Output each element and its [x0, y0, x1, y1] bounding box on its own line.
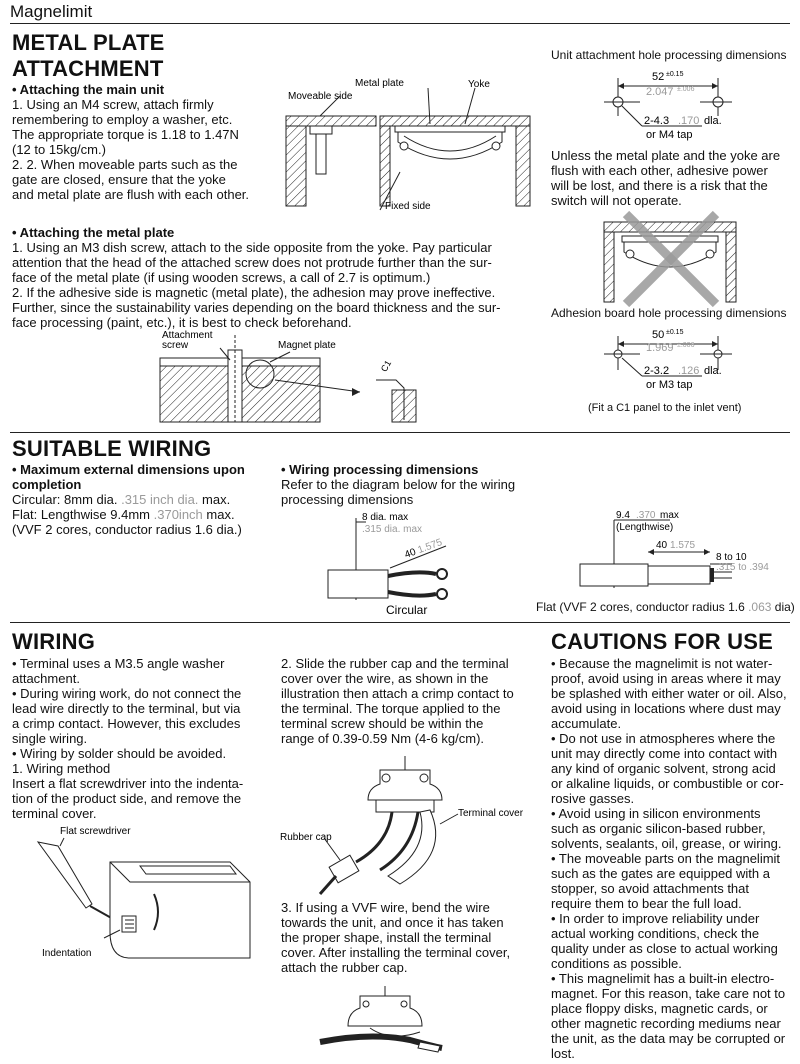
unit-hole-title: Unit attachment hole processing dimensions	[551, 48, 787, 62]
text-line: Unless the metal plate and the yoke are	[551, 148, 781, 163]
flat-caption: Flat (VVF 2 cores, conductor radius 1.6 .063 dia)	[536, 600, 795, 614]
text-line: lead wire directly to the terminal, but via	[12, 701, 241, 716]
text-line: • In order to improve reliability under	[551, 911, 760, 926]
metal-plate-text	[12, 240, 532, 330]
text-line: • Avoid using in silicon environments	[551, 806, 761, 821]
text-line: switch will not operate.	[551, 193, 682, 208]
unit-hole-diagram	[600, 68, 740, 140]
header-rule	[10, 23, 790, 24]
text-line: face processing (paint, etc.), it is best to check beforehand.	[12, 315, 352, 330]
flat-strip-inch-label: .315 to .394	[716, 562, 769, 573]
text-line: attachment.	[12, 671, 80, 686]
section-title-wiring: WIRING	[12, 629, 96, 654]
label-metal-plate: Metal plate	[355, 78, 404, 89]
text-line: lost.	[551, 1046, 575, 1061]
text-line: attach the rubber cap.	[281, 960, 408, 975]
unit-hole-dim: 52	[652, 71, 665, 83]
text-line: the proper shape, install the terminal	[281, 930, 492, 945]
adhesion-hole-title: Adhesion board hole processing dimensions	[551, 306, 787, 320]
cautions-text	[551, 656, 799, 1061]
flat-max-word: max	[660, 510, 679, 521]
text-line: cover. After installing the terminal cover,	[281, 945, 511, 960]
text-line: Insert a flat screwdriver into the indenta-	[12, 776, 244, 791]
adhesion-hole-diagram	[600, 326, 740, 398]
text-line: the terminal. The torque applied to the	[281, 701, 501, 716]
text-line: stopper, so avoid attachments that	[551, 881, 750, 896]
vvf-wire-diagram	[310, 986, 460, 1058]
circular-wire-diagram	[318, 508, 468, 618]
text-line: unit may directly come into contact with	[551, 746, 778, 761]
text-line: terminal cover.	[12, 806, 97, 821]
section-title-cautions: CAUTIONS FOR USE	[551, 629, 773, 654]
text-line: actual working conditions, check the	[551, 926, 760, 941]
flat-max-inch-label: .370	[636, 510, 656, 521]
circ-len-inch-label: 1.575	[416, 537, 444, 557]
text-line: attention that the head of the attached screw does not protrude further than the sur-	[12, 255, 492, 270]
circ-dia-label: 8 dia. max	[362, 512, 409, 523]
unit-hole-tap: or M4 tap	[646, 129, 693, 141]
section-title-suitable-wiring: SUITABLE WIRING	[12, 436, 212, 461]
label-attachment: Attachment	[162, 330, 213, 341]
text-line: 1. Wiring method	[12, 761, 111, 776]
text-line: cover over the wire, as shown in the	[281, 671, 489, 686]
text-line: be splashed with either water or oil. Also,	[551, 686, 787, 701]
label-magnet-plate: Magnet plate	[278, 340, 336, 351]
main-unit-text	[12, 97, 272, 202]
unit-hole-dim-inch: 2.047	[646, 86, 674, 98]
text-line: magnet. For this reason, take care not to	[551, 986, 786, 1001]
text-line: illustration then attach a crimp contact to	[281, 686, 514, 701]
unit-hole-size-inch: .170	[678, 115, 700, 127]
text-line: • Wiring by solder should be avoided.	[12, 746, 227, 761]
label-rubber-cap: Rubber cap	[280, 832, 332, 843]
metal-plate-heading: • Attaching the metal plate	[12, 225, 175, 240]
text-line: terminal screw should be within the	[281, 716, 484, 731]
text-line: the unit, as the data may be corrupted or	[551, 1031, 786, 1046]
unit-hole-tol: ±0.15	[666, 71, 684, 78]
circ-dia-inch-label: .315 dia. max	[362, 524, 423, 535]
terminal-cover-diagram	[280, 754, 540, 902]
magnet-plate-screw-diagram	[160, 330, 420, 425]
adhesion-hole-dim: 50	[652, 329, 665, 341]
text-line: 1. Using an M3 dish screw, attach to the side opposite from the yoke. Pay particular	[12, 240, 492, 255]
adhesion-hole-dim-inch: 1.969	[646, 342, 674, 354]
text-line: remembering to employ a washer, etc.	[12, 112, 233, 127]
max-dimensions-block: • Maximum external dimensions upon completion Circular: 8mm dia. .315 inch dia. max. Flat: Lengthwise 9.4mm .370inch max. (VVF 2 cores, conductor radius 1.6 dia.)	[12, 462, 245, 537]
text-line: • Because the magnelimit is not water-	[551, 656, 773, 671]
text-line: avoid using in locations where dust may	[551, 701, 781, 716]
text-line: such as organic silicon-based rubber,	[551, 821, 766, 836]
text-line: face of the metal plate (if using wooden screws, a call of 2.7 is optimum.)	[12, 270, 431, 285]
label-terminal-cover: Terminal cover	[458, 808, 524, 819]
text-line: tion of the product side, and remove the	[12, 791, 242, 806]
c1-panel-note: (Fit a C1 panel to the inlet vent)	[588, 402, 742, 414]
circ-len-label: 40	[403, 546, 418, 561]
text-line: will be lost, and there is a risk that the	[551, 178, 768, 193]
flat-max-label: 9.4	[616, 510, 630, 521]
text-line: • This magnelimit has a built-in electro-	[551, 971, 775, 986]
text-line: 3. If using a VVF wire, bend the wire	[281, 900, 490, 915]
wiring-processing-block: • Wiring processing dimensions Refer to the diagram below for the wiring processing dimensions	[281, 462, 516, 507]
flat-strip-label: 8 to 10	[716, 552, 747, 563]
circ-caption: Circular	[386, 603, 428, 617]
flat-lengthwise-label: (Lengthwise)	[616, 522, 674, 533]
wiring-col2-text-a	[281, 656, 541, 746]
label-fixed-side: Fixed side	[385, 201, 431, 212]
text-line: • During wiring work, do not connect the	[12, 686, 242, 701]
section-rule-2	[10, 622, 790, 623]
text-line: such as the gates are equipped with a	[551, 866, 770, 881]
metal-plate-block	[12, 225, 532, 330]
main-unit-block	[12, 82, 272, 202]
section-rule-1	[10, 432, 790, 433]
text-line: 2. 2. When moveable parts such as the	[12, 157, 238, 172]
text-line: rosive gasses.	[551, 791, 635, 806]
unit-hole-size: 2-4.3	[644, 115, 670, 127]
text-line: quality under as close to actual working	[551, 941, 778, 956]
text-line: Further, since the sustainability varies depending on the board thickness and the sur-	[12, 300, 501, 315]
adhesion-hole-tol: ±0.15	[666, 329, 684, 336]
text-line: a crimp contact. However, this excludes	[12, 716, 241, 731]
label-yoke: Yoke	[468, 79, 490, 90]
text-line: conditions as possible.	[551, 956, 682, 971]
text-line: place floppy disks, magnetic cards, or	[551, 1001, 768, 1016]
text-line: 2. Slide the rubber cap and the terminal	[281, 656, 509, 671]
page-header: Magnelimit	[10, 2, 93, 21]
text-line: 1. Using an M4 screw, attach firmly	[12, 97, 214, 112]
text-line: other magnetic recording mediums near	[551, 1016, 781, 1031]
unit-hole-dla: dla.	[704, 115, 722, 127]
text-line: proof, avoid using in areas where it may	[551, 671, 781, 686]
text-line: • Do not use in atmospheres where the	[551, 731, 776, 746]
text-line: range of 0.39-0.59 Nm (4-6 kg/cm).	[281, 731, 485, 746]
text-line: (12 to 15kg/cm.)	[12, 142, 106, 157]
text-line: • Terminal uses a M3.5 angle washer	[12, 656, 225, 671]
adhesion-hole-tol-inch: ±.006	[677, 342, 695, 349]
text-line: towards the unit, and once it has taken	[281, 915, 504, 930]
text-line: 2. If the adhesive side is magnetic (metal plate), the adhesion may prove ineffective.	[12, 285, 496, 300]
label-screw: screw	[162, 340, 189, 351]
section-title-metal-plate: METAL PLATE ATTACHMENT	[12, 30, 165, 81]
text-line: solvents, sealants, oil, grease, or wiring.	[551, 836, 782, 851]
text-line: or alkaline liquids, or combustible or cor-	[551, 776, 784, 791]
text-line: require them to bear the full load.	[551, 896, 742, 911]
text-line: and metal plate are flush with each other.	[12, 187, 250, 202]
flush-warning	[551, 148, 791, 208]
adhesion-hole-tap: or M3 tap	[646, 379, 693, 391]
screwdriver-diagram	[30, 822, 250, 962]
text-line: single wiring.	[12, 731, 88, 746]
text-line: flush with each other, adhesive power	[551, 163, 768, 178]
metal-plate-yoke-diagram	[280, 76, 540, 216]
wiring-col1-text	[12, 656, 272, 821]
text-line: The appropriate torque is 1.18 to 1.47N	[12, 127, 239, 142]
text-line: any kind of organic solvent, strong acid	[551, 761, 776, 776]
wiring-col2-text-b	[281, 900, 541, 975]
text-line: gate are closed, ensure that the yoke	[12, 172, 226, 187]
text-line: • The moveable parts on the magnelimit	[551, 851, 781, 866]
incorrect-mount-diagram	[604, 214, 736, 304]
adhesion-hole-size-inch: .126	[678, 365, 700, 377]
label-moveable-side: Moveable side	[288, 91, 353, 102]
adhesion-hole-size: 2-3.2	[644, 365, 670, 377]
label-flat-screwdriver: Flat screwdriver	[60, 826, 131, 837]
adhesion-hole-dla: dla.	[704, 365, 722, 377]
unit-hole-tol-inch: ±.006	[677, 86, 695, 93]
label-indentation: Indentation	[42, 948, 92, 959]
main-unit-heading: • Attaching the main unit	[12, 82, 165, 97]
flat-len-label: 40	[656, 540, 668, 551]
text-line: accumulate.	[551, 716, 622, 731]
flat-len-inch-label: 1.575	[670, 540, 696, 551]
label-c1: C1	[378, 358, 394, 374]
